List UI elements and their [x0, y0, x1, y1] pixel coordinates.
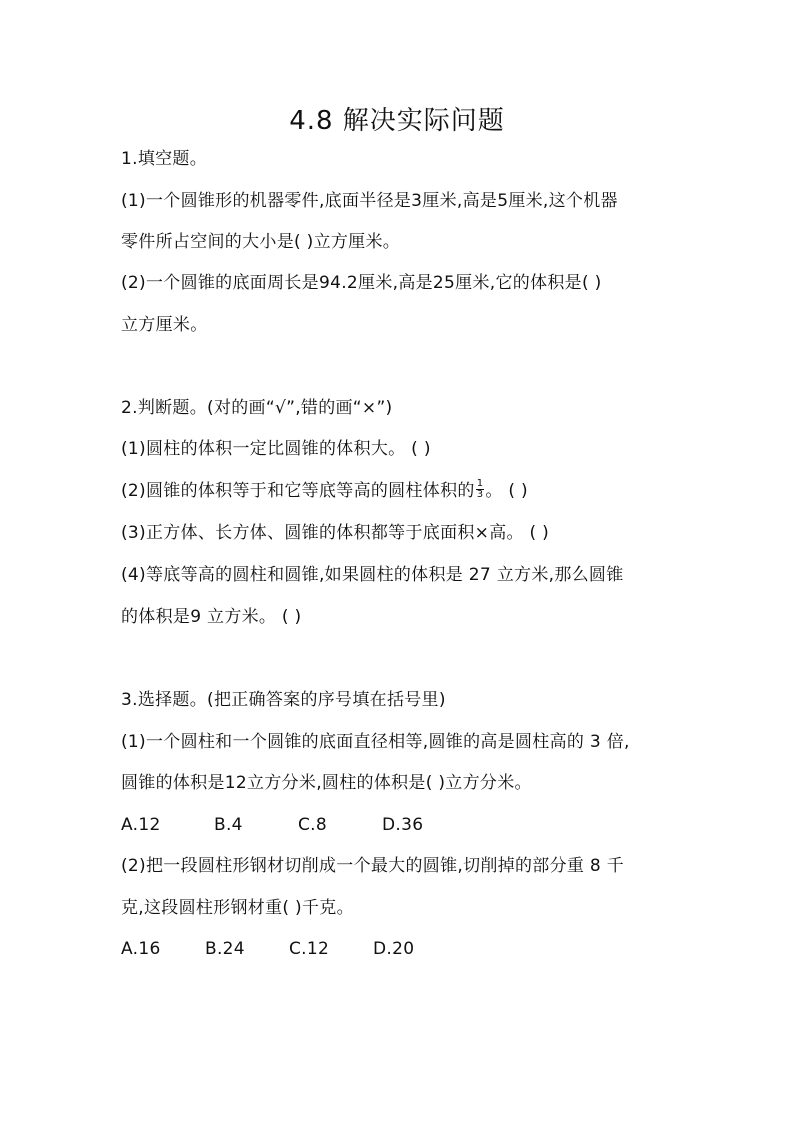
section2-q1: (1)圆柱的体积一定比圆锥的体积大。 ( ): [121, 439, 431, 459]
option-a: A.12: [121, 815, 161, 835]
section1-q2-line2: 立方厘米。: [121, 315, 208, 335]
fraction-denominator: 3: [476, 488, 484, 500]
option-d: D.20: [373, 939, 415, 959]
fraction-numerator: 1: [476, 477, 484, 489]
option-d: D.36: [382, 815, 424, 835]
section2-heading: 2.判断题。(对的画“√”,错的画“×”): [121, 398, 393, 418]
section1-q1-line2: 零件所占空间的大小是( )立方厘米。: [121, 232, 401, 252]
option-b: B.4: [214, 815, 243, 835]
section2-q4-line2: 的体积是9 立方米。 ( ): [121, 607, 302, 627]
section1-heading: 1.填空题。: [121, 149, 208, 169]
option-c: C.8: [298, 815, 327, 835]
section2-q3: (3)正方体、长方体、圆锥的体积都等于底面积×高。 ( ): [121, 523, 550, 543]
section3-q2-line2: 克,这段圆柱形钢材重( )千克。: [121, 898, 354, 918]
section2-q4-line1: (4)等底等高的圆柱和圆锥,如果圆柱的体积是 27 立方米,那么圆锥: [121, 565, 624, 585]
section3-q2-options: [121, 938, 414, 960]
section3-heading: 3.选择题。(把正确答案的序号填在括号里): [121, 690, 446, 710]
section2-q2: [121, 477, 528, 502]
section1-q1-line1: (1)一个圆锥形的机器零件,底面半径是3厘米,高是5厘米,这个机器: [121, 191, 618, 211]
fraction-one-third: [476, 479, 485, 500]
page-title: 4.8 解决实际问题: [289, 106, 505, 136]
option-a: A.16: [121, 939, 161, 959]
section3-q1-line1: (1)一个圆柱和一个圆锥的底面直径相等,圆锥的高是圆柱高的 3 倍,: [121, 732, 630, 752]
section2-q2-answer-blank: 。 ( ): [485, 481, 528, 501]
option-c: C.12: [289, 939, 330, 959]
section3-q2-line1: (2)把一段圆柱形钢材切削成一个最大的圆锥,切削掉的部分重 8 千: [121, 856, 625, 876]
section2-q2-text: (2)圆锥的体积等于和它等底等高的圆柱体积的: [121, 481, 475, 501]
section3-q1-options: [121, 814, 423, 836]
option-b: B.24: [205, 939, 245, 959]
section1-q2-line1: (2)一个圆锥的底面周长是94.2厘米,高是25厘米,它的体积是( ): [121, 273, 602, 293]
section3-q1-line2: 圆锥的体积是12立方分米,圆柱的体积是( )立方分米。: [121, 773, 532, 793]
